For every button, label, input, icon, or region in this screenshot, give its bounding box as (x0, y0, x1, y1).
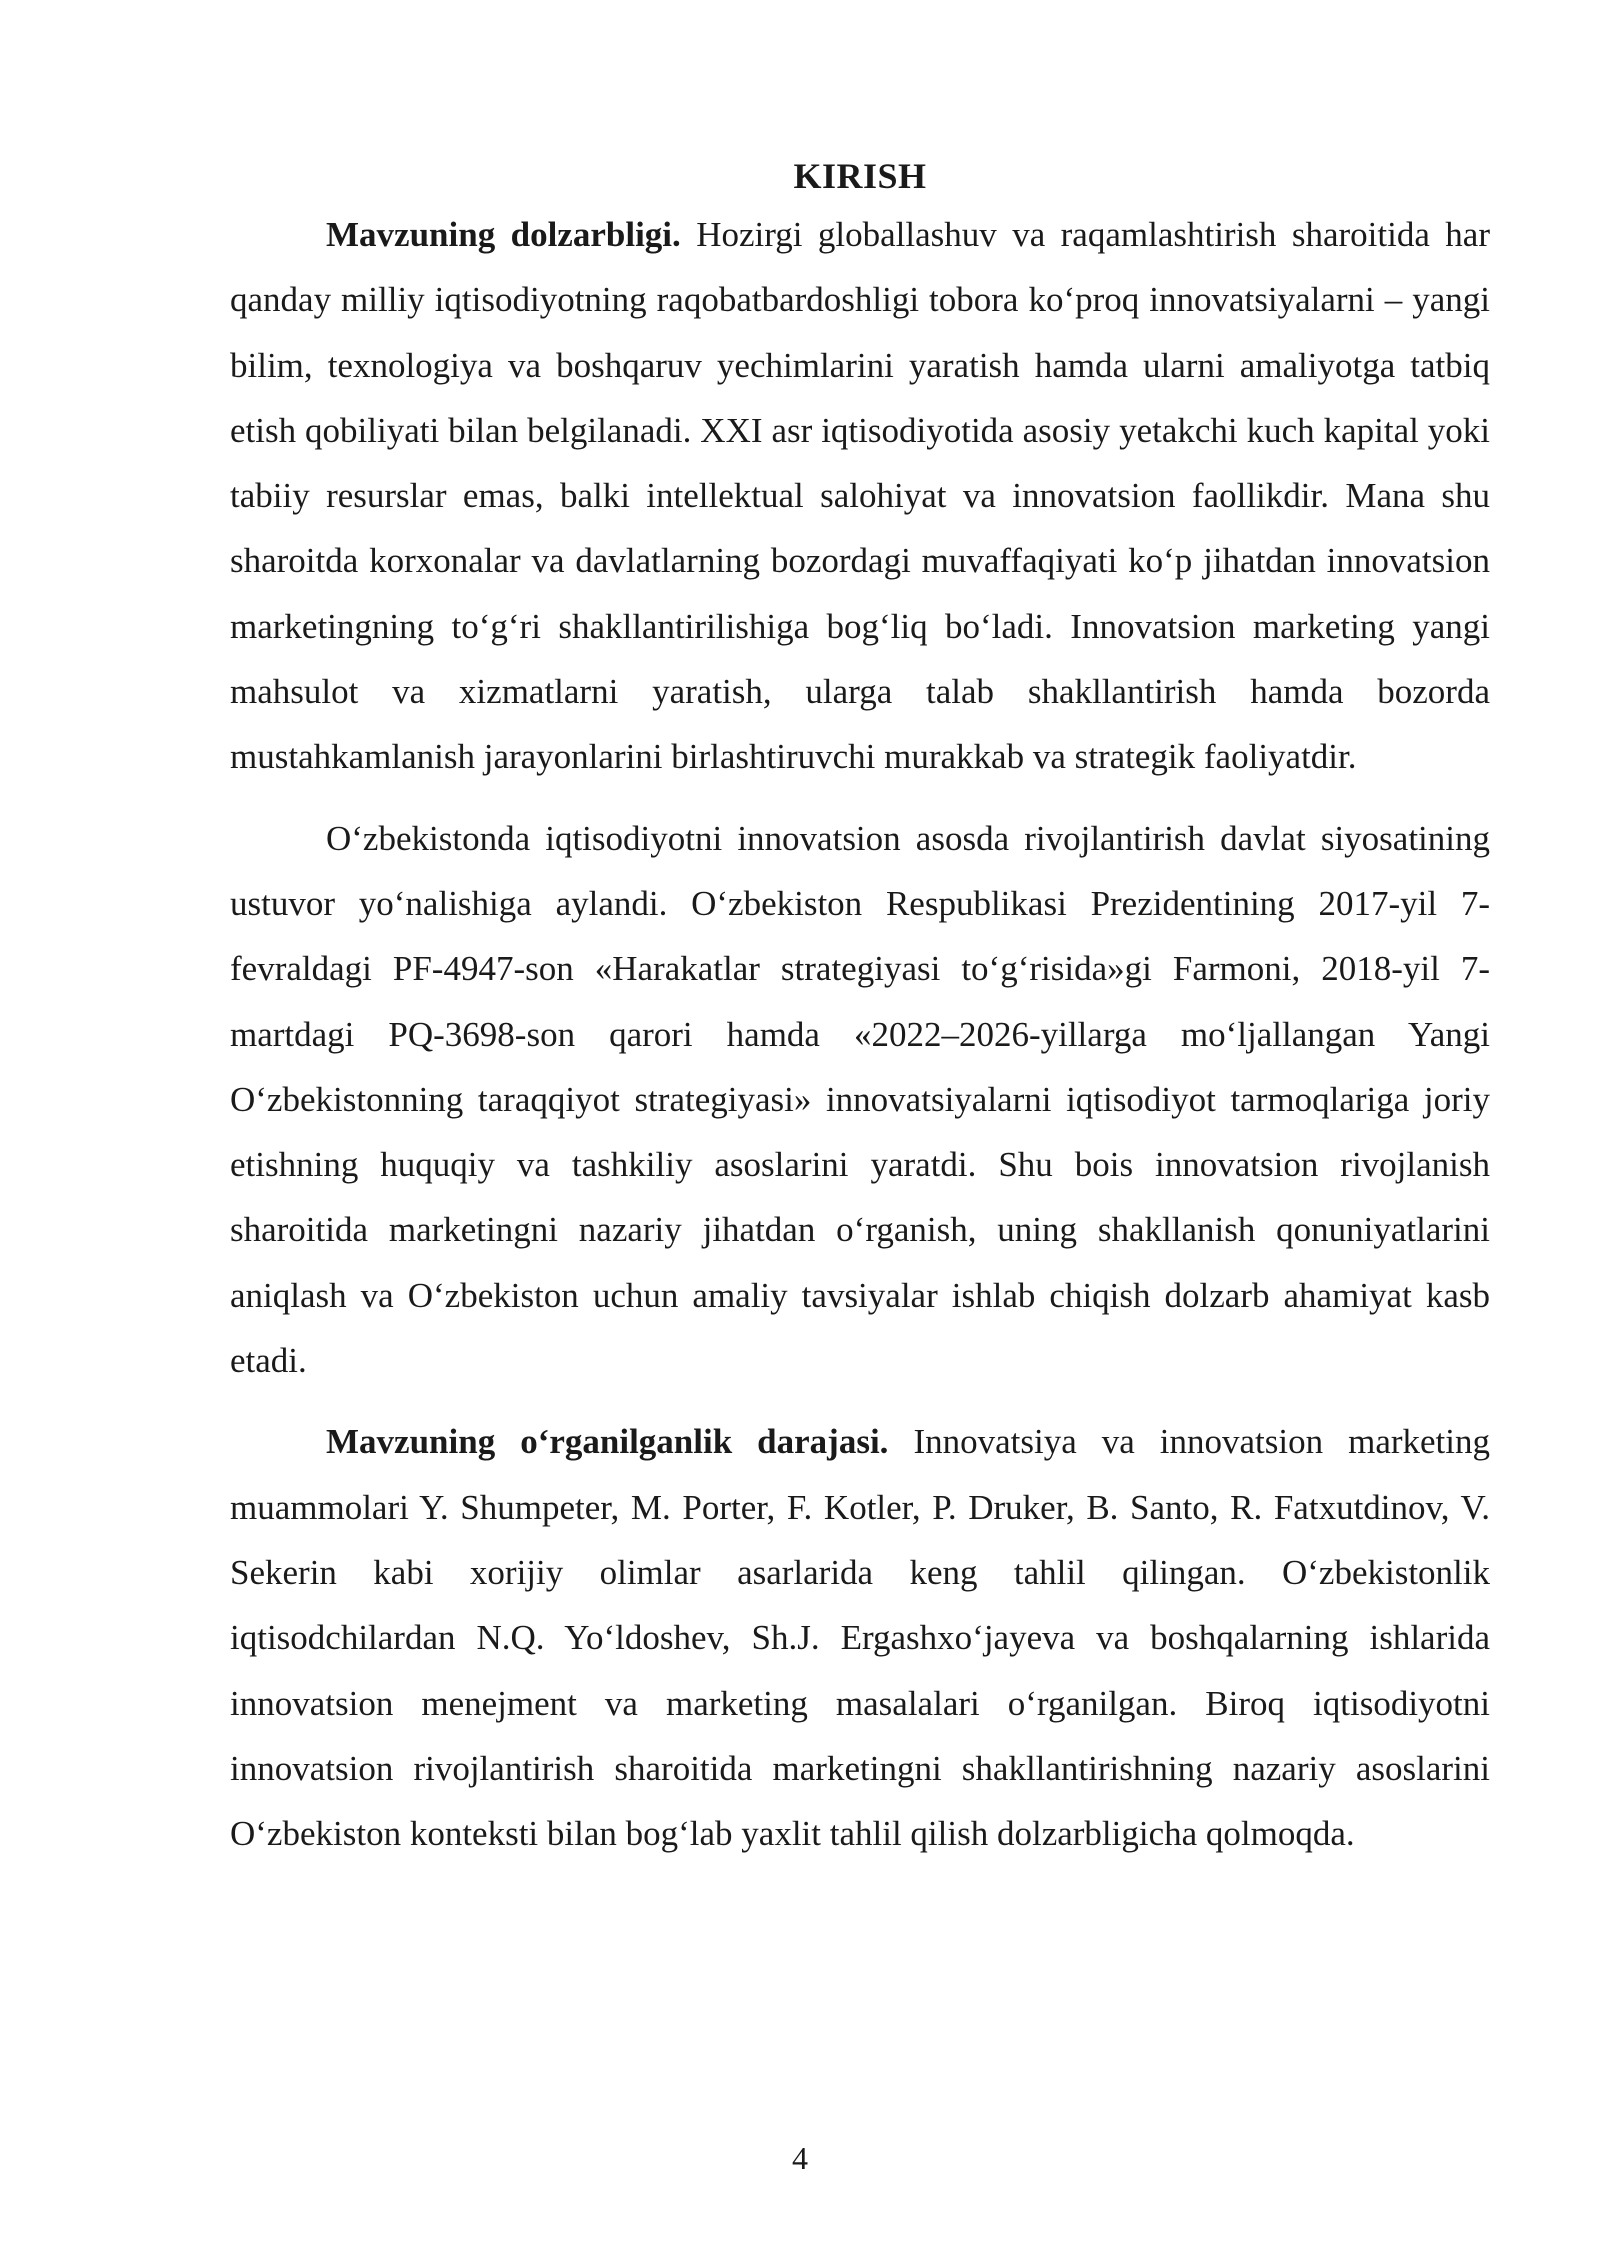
paragraph-body: Innovatsiya va innovatsion marketing muammolari Y. Shumpeter, M. Porter, F. Kotler, P. Druker, B. Santo, R. Fatxutdinov, V. Sekerin kabi xorijiy olimlar asarlarida keng tahlil qilingan. O‘zbekistonlik iqtisodchilardan N.Q. Yo‘ldoshev, Sh.J. Ergashxo‘jayeva va boshqalarning ishlarida innovatsion menejment va marketing masalalari o‘rganilgan. Biroq iqtisodiyotni innovatsion rivojlantirish sharoitida marketingni shakllantirishning nazariy asoslarini O‘zbekiston konteksti bilan bog‘lab yaxlit tahlil qilish dolzarbligicha qolmoqda. (230, 1422, 1491, 1854)
paragraph-state-policy (230, 806, 1490, 1394)
paragraph-body: O‘zbekistonda iqtisodiyotni innovatsion asosda rivojlantirish davlat siyosatining ustuvor yo‘nalishiga aylandi. O‘zbekiston Respublikasi Prezidentining 2017-yil 7-fevraldagi PF-4947-son «Harakatlar strategiyasi to‘g‘risida»gi Farmoni, 2018-yil 7-martdagi PQ-3698-son qarori hamda «2022–2026-yillarga mo‘ljallangan Yangi O‘zbekistonning taraqqiyot strategiyasi» innovatsiyalarni iqtisodiyot tarmoqlariga joriy etishning huquqiy va tashkiliy asoslarini yaratdi. Shu bois innovatsion rivojlanish sharoitida marketingni nazariy jihatdan o‘rganish, uning shakllanish qonuniyatlarini aniqlash va O‘zbekiston uchun amaliy tavsiyalar ishlab chiqish dolzarb ahamiyat kasb etadi. (230, 818, 1490, 1381)
paragraph-study-level (230, 1409, 1490, 1866)
paragraph-lead: Mavzuning o‘rganilganlik darajasi. (326, 1422, 889, 1462)
page-content (230, 150, 1490, 1866)
paragraph-body: Hozirgi globallashuv va raqamlashtirish sharoitida har qanday milliy iqtisodiyotning raqobatbardoshligi tobora ko‘proq innovatsiyalarni – yangi bilim, texnologiya va boshqaruv yechimlarini yaratish hamda ularni amaliyotga tatbiq etish qobiliyati bilan belgilanadi. XXI asr iqtisodiyotida asosiy yetakchi kuch kapital yoki tabiiy resurslar emas, balki intellektual salohiyat va innovatsion faollikdir. Mana shu sharoitda korxonalar va davlatlarning bozordagi muvaffaqiyati ko‘p jihatdan innovatsion marketingning to‘g‘ri shakllantirilishiga bog‘liq bo‘ladi. Innovatsion marketing yangi mahsulot va xizmatlarni yaratish, ularga talab shakllantirish hamda bozorda mustahkamlanish jarayonlarini birlashtiruvchi murakkab va strategik faoliyatdir. (230, 215, 1490, 777)
page-number: 4 (792, 2140, 808, 2176)
paragraph-lead: Mavzuning dolzarbligi. (326, 215, 681, 254)
section-heading: KIRISH (793, 156, 927, 196)
paragraph-relevance (230, 202, 1490, 790)
